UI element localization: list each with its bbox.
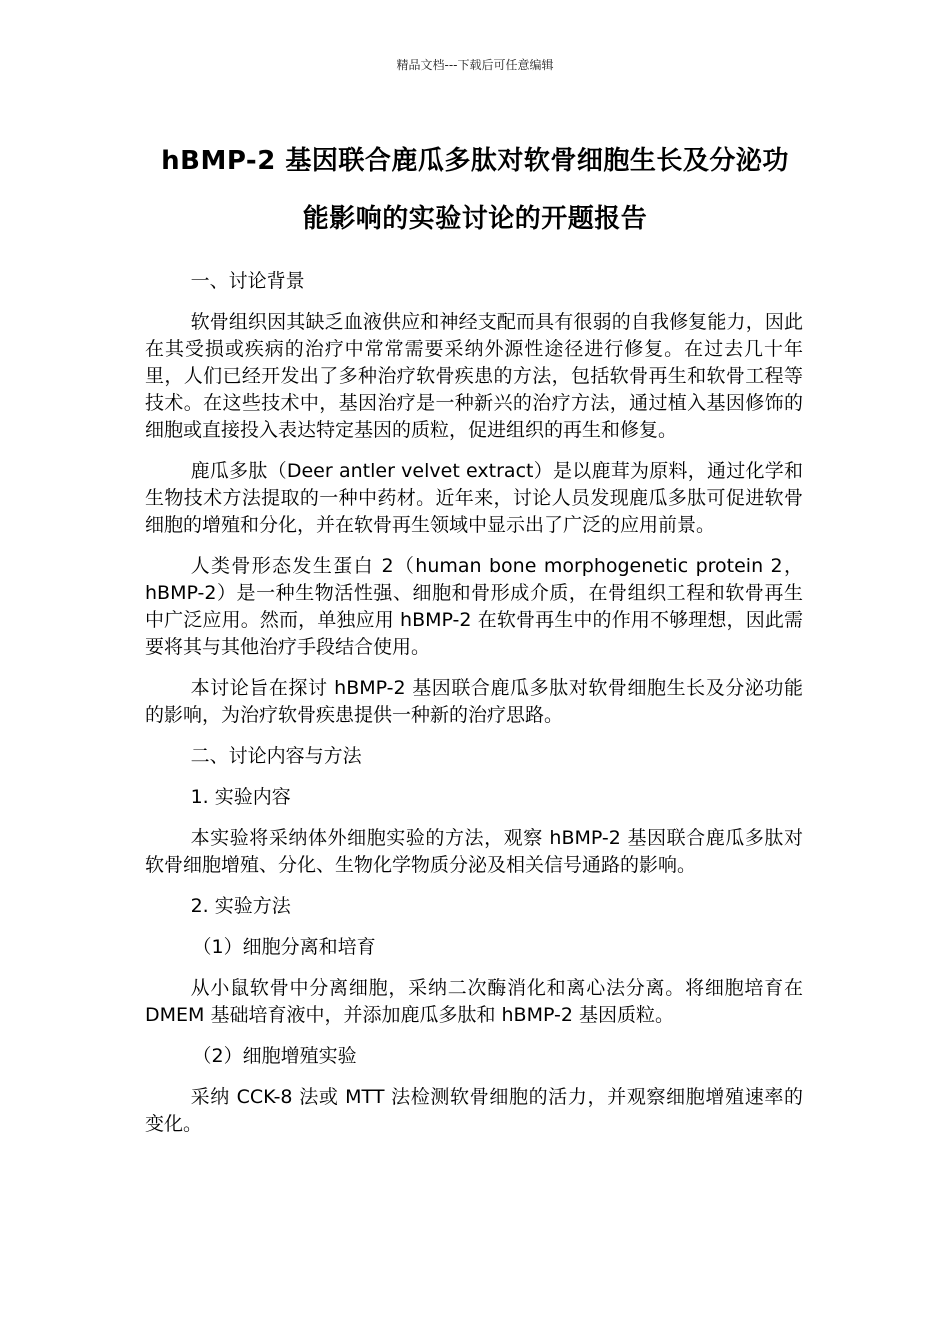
paragraph-background-4: 本讨论旨在探讨 hBMP-2 基因联合鹿瓜多肽对软骨细胞生长及分泌功能的影响，为治疗软骨疾患提供一种新的治疗思路。 — [145, 677, 803, 726]
paragraph-background-1: 软骨组织因其缺乏血液供应和神经支配而具有很弱的自我修复能力，因此在其受损或疾病的治疗中常常需要采纳外源性途径进行修复。在过去几十年里，人们已经开发出了多种治疗软骨疾患的方法，包括软骨再生和软骨工程等技术。在这些技术中，基因治疗是一种新兴的治疗方法，通过植入基因修饰的细胞或直接投入表达特定基因的质粒，促进组织的再生和修复。 — [145, 311, 803, 441]
page-header-note: 精品文档---下载后可任意编辑 — [396, 58, 554, 72]
title-line-1: hBMP-2 基因联合鹿瓜多肽对软骨细胞生长及分泌功 — [161, 146, 789, 176]
document-body — [145, 268, 803, 1152]
title-line-2: 能影响的实验讨论的开题报告 — [302, 204, 648, 234]
paragraph-cell-proliferation: 采纳 CCK-8 法或 MTT 法检测软骨细胞的活力，并观察细胞增殖速率的变化。 — [145, 1086, 803, 1135]
document-title — [120, 132, 830, 248]
section-heading-content-methods: 二、讨论内容与方法 — [190, 745, 362, 767]
paragraph-background-2: 鹿瓜多肽（Deer antler velvet extract）是以鹿茸为原料，通过化学和生物技术方法提取的一种中药材。近年来，讨论人员发现鹿瓜多肽可促进软骨细胞的增殖和分化，并在软骨再生领域中显示出了广泛的应用前景。 — [145, 460, 803, 536]
section-heading-background: 一、讨论背景 — [190, 270, 305, 292]
paragraph-background-3: 人类骨形态发生蛋白 2（human bone morphogenetic protein 2，hBMP-2）是一种生物活性强、细胞和骨形成介质，在骨组织工程和软骨再生中广泛应用。然而，单独应用 hBMP-2 在软骨再生中的作用不够理想，因此需要将其与其他治疗手段结合使用。 — [145, 555, 803, 658]
subheading-experiment-methods: 2. 实验方法 — [190, 895, 291, 917]
paragraph-cell-isolation: 从小鼠软骨中分离细胞，采纳二次酶消化和离心法分离。将细胞培育在 DMEM 基础培育液中，并添加鹿瓜多肽和 hBMP-2 基因质粒。 — [145, 977, 803, 1026]
subheading-cell-isolation: （1）细胞分离和培育 — [192, 936, 376, 958]
subheading-experiment-content: 1. 实验内容 — [190, 786, 291, 808]
subheading-cell-proliferation: （2）细胞增殖实验 — [192, 1045, 357, 1067]
paragraph-experiment-content: 本实验将采纳体外细胞实验的方法，观察 hBMP-2 基因联合鹿瓜多肽对软骨细胞增殖、分化、生物化学物质分泌及相关信号通路的影响。 — [145, 827, 803, 876]
